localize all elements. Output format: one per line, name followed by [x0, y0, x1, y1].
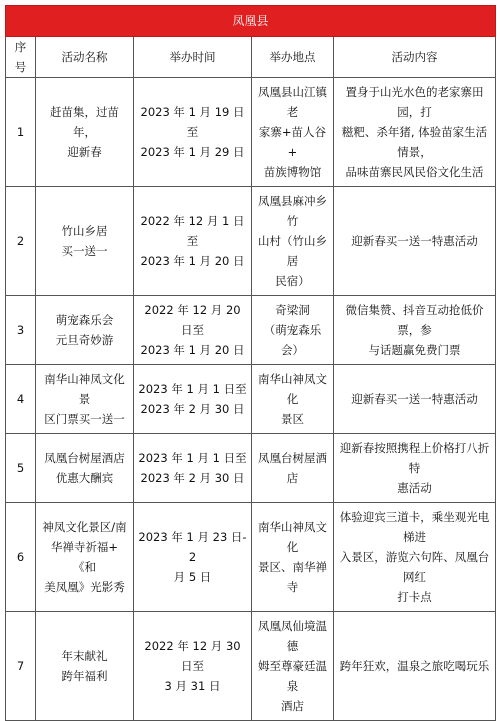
cell-place	[252, 365, 334, 434]
cell-name	[36, 187, 134, 296]
cell-content-line: 迎新春买一送一特惠活动	[351, 392, 478, 406]
cell-name-line: 竹山乡居	[61, 224, 108, 238]
cell-time	[134, 78, 252, 187]
cell-place-line: 凤凰县山江镇老	[258, 85, 327, 119]
cell-name-line: 买一送一	[61, 244, 108, 258]
cell-time-line: 2023 年 1 月 1 日至	[138, 382, 247, 396]
cell-content	[334, 503, 496, 612]
header-row	[6, 37, 496, 78]
cell-name-line: 赶苗集，过苗年，	[50, 105, 119, 139]
title-row	[6, 6, 496, 37]
cell-content-line: 微信集赞、抖音互动抢低价票，参	[345, 303, 484, 337]
cell-no: 3	[6, 296, 36, 365]
cell-name	[36, 434, 134, 503]
cell-place-line: 山村（竹山乡居	[258, 234, 327, 268]
cell-time-line: 2023 年 1 月 19 日至	[140, 105, 245, 139]
cell-no: 2	[6, 187, 36, 296]
cell-time	[134, 503, 252, 612]
activity-sheet	[5, 5, 495, 721]
cell-place	[252, 78, 334, 187]
table-row	[6, 612, 496, 721]
table-row	[6, 434, 496, 503]
cell-no: 5	[6, 434, 36, 503]
cell-content-line: 与话题赢免费门票	[368, 343, 461, 357]
cell-no: 7	[6, 612, 36, 721]
cell-content	[334, 78, 496, 187]
cell-name	[36, 503, 134, 612]
cell-content-line: 打卡点	[397, 590, 432, 604]
cell-place	[252, 612, 334, 721]
activity-table	[5, 5, 496, 721]
cell-content-line: 品味苗寨民风民俗文化生活	[345, 165, 484, 179]
table-row	[6, 503, 496, 612]
cell-place-line: 凤凰县麻冲乡竹	[258, 194, 327, 228]
cell-name-line: 神凤文化景区/南	[42, 520, 127, 534]
header-content: 活动内容	[334, 37, 496, 78]
cell-name-line: 年末献礼	[61, 649, 108, 663]
cell-content-line: 置身于山光水色的老家寨田园，打	[345, 85, 484, 119]
cell-content	[334, 434, 496, 503]
table-title: 凤凰县	[6, 6, 496, 37]
cell-content-line: 入景区，游览六句阵、凤凰台网红	[339, 550, 490, 584]
cell-name-line: 区门票买一送一	[44, 412, 125, 426]
table-row	[6, 365, 496, 434]
header-no: 序号	[6, 37, 36, 78]
cell-content-line: 跨年狂欢，温泉之旅吃喝玩乐	[339, 659, 490, 673]
cell-no: 6	[6, 503, 36, 612]
cell-place-line: 酒店	[281, 699, 304, 713]
cell-place	[252, 503, 334, 612]
cell-place-line: 凤凰凤仙境温德	[258, 619, 327, 653]
cell-time-line: 3 月 31 日	[164, 679, 221, 693]
cell-content-line: 糍粑、杀年猪, 体验苗家生活情景，	[341, 125, 488, 159]
cell-place-line: 奇梁洞	[275, 303, 310, 317]
header-place: 举办地点	[252, 37, 334, 78]
cell-content-line: 迎新春买一送一特惠活动	[351, 234, 478, 248]
cell-time	[134, 187, 252, 296]
cell-name-line: 跨年福利	[61, 669, 108, 683]
cell-content-line: 体验迎宾三道卡，乘坐观光电梯进	[339, 510, 490, 544]
cell-name	[36, 612, 134, 721]
cell-no: 4	[6, 365, 36, 434]
cell-name-line: 华禅寺祈福+《和	[50, 540, 119, 574]
cell-content	[334, 365, 496, 434]
cell-place-line: 民宿）	[275, 274, 310, 288]
cell-time-line: 2023 年 1 月 20 日	[140, 254, 245, 268]
cell-place-line: 南华山神凤文化	[258, 520, 327, 554]
table-row	[6, 296, 496, 365]
cell-place-line: 苗族博物馆	[263, 165, 322, 179]
cell-content-line: 惠活动	[397, 481, 432, 495]
cell-time	[134, 296, 252, 365]
cell-time-line: 2023 年 1 月 20 日	[140, 343, 245, 357]
cell-time-line: 2023 年 2 月 30 日	[140, 402, 245, 416]
cell-time-line: 2022 年 12 月 20 日至	[144, 303, 241, 337]
cell-content	[334, 296, 496, 365]
header-name: 活动名称	[36, 37, 134, 78]
cell-time-line: 2023 年 1 月 29 日	[140, 145, 245, 159]
cell-no: 1	[6, 78, 36, 187]
cell-name-line: 南华山神凤文化景	[44, 372, 125, 406]
cell-name-line: 萌宠森乐会	[55, 313, 114, 327]
cell-time-line: 2023 年 2 月 30 日	[140, 471, 245, 485]
cell-content	[334, 612, 496, 721]
cell-time-line: 2023 年 1 月 1 日至	[138, 451, 247, 465]
cell-content-line: 迎新春按照携程上价格打八折特	[339, 441, 490, 475]
cell-time-line: 2022 年 12 月 1 日至	[140, 214, 245, 248]
cell-name-line: 元旦奇妙游	[55, 333, 114, 347]
cell-place-line: 家寨+苗人谷+	[258, 125, 327, 159]
cell-time-line: 2022 年 12 月 30 日至	[144, 639, 241, 673]
table-row	[6, 187, 496, 296]
cell-place-line: 景区	[281, 412, 304, 426]
cell-place-line: 南华山神凤文化	[258, 372, 327, 406]
cell-place	[252, 296, 334, 365]
cell-name	[36, 296, 134, 365]
cell-place-line: 姆至尊豪廷温泉	[258, 659, 327, 693]
cell-name-line: 优惠大酬宾	[55, 471, 114, 485]
cell-place	[252, 187, 334, 296]
cell-place-line: 凤凰台树屋酒店	[258, 451, 327, 485]
cell-time	[134, 365, 252, 434]
cell-name	[36, 78, 134, 187]
cell-content	[334, 187, 496, 296]
cell-name-line: 美凤凰》光影秀	[44, 580, 125, 594]
cell-name-line: 凤凰台树屋酒店	[44, 451, 125, 465]
cell-place	[252, 434, 334, 503]
cell-name	[36, 365, 134, 434]
cell-time-line: 2023 年 1 月 23 日-2	[138, 530, 247, 564]
cell-place-line: （萌宠森乐会）	[263, 323, 322, 357]
header-time: 举办时间	[134, 37, 252, 78]
cell-time-line: 月 5 日	[173, 570, 212, 584]
cell-time	[134, 434, 252, 503]
table-row	[6, 78, 496, 187]
cell-place-line: 景区、南华禅寺	[258, 560, 327, 594]
cell-name-line: 迎新春	[67, 145, 102, 159]
cell-time	[134, 612, 252, 721]
